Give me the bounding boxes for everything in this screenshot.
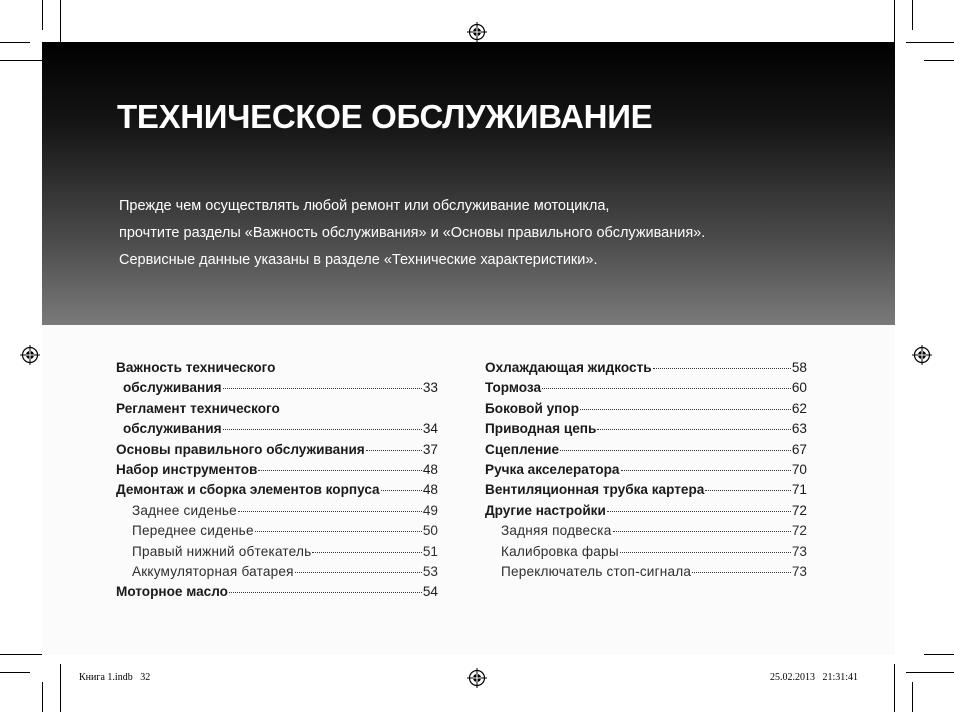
toc-leader bbox=[312, 551, 421, 553]
crop-mark bbox=[0, 42, 30, 43]
toc-entry-label: Приводная цепь bbox=[485, 421, 597, 437]
crop-mark bbox=[0, 654, 48, 655]
toc-entry-page: 58 bbox=[791, 360, 807, 375]
crop-mark bbox=[42, 682, 43, 712]
registration-mark-icon bbox=[912, 345, 932, 365]
toc-entry-label: Основы правильного обслуживания bbox=[116, 441, 365, 457]
intro-line: прочтите разделы «Важность обслуживания» и «Основы правильного обслуживания». bbox=[119, 225, 706, 241]
toc-subentry[interactable] bbox=[116, 562, 438, 582]
toc-entry[interactable] bbox=[116, 419, 438, 439]
toc-entry-page: 73 bbox=[791, 563, 807, 579]
toc-entry-page: 60 bbox=[791, 380, 807, 396]
toc-entry[interactable] bbox=[116, 440, 438, 460]
toc-subentry[interactable] bbox=[485, 562, 807, 582]
crop-mark bbox=[912, 0, 913, 30]
toc-leader bbox=[223, 428, 422, 430]
toc-leader bbox=[542, 387, 791, 389]
toc-entry[interactable] bbox=[485, 358, 807, 378]
toc-leader bbox=[381, 489, 422, 491]
toc-entry-label: Регламент технического bbox=[116, 400, 280, 416]
toc-entry-page: 54 bbox=[422, 584, 438, 600]
toc-entry-page: 67 bbox=[791, 441, 807, 457]
toc-entry-page: 37 bbox=[422, 441, 438, 457]
toc-entry-page: 48 bbox=[422, 461, 438, 477]
header-banner bbox=[42, 42, 895, 325]
toc-entry-page: 70 bbox=[791, 461, 807, 477]
toc-leader bbox=[229, 591, 422, 593]
registration-mark-icon bbox=[467, 22, 487, 42]
toc-entry-label: Демонтаж и сборка элементов корпуса bbox=[116, 482, 380, 498]
toc-entry-label: Набор инструментов bbox=[116, 461, 258, 477]
toc-entry-label: Важность технического bbox=[116, 360, 276, 375]
crop-mark bbox=[894, 0, 895, 48]
crop-mark bbox=[924, 60, 954, 61]
toc-entry-label: Аккумуляторная батарея bbox=[132, 563, 294, 579]
crop-mark bbox=[60, 664, 61, 712]
toc-subentry[interactable] bbox=[116, 542, 438, 562]
toc-leader bbox=[258, 469, 421, 471]
footer-timestamp: 25.02.2013 21:31:41 bbox=[770, 672, 859, 683]
intro-line: Сервисные данные указаны в разделе «Технические характеристики». bbox=[119, 252, 598, 268]
crop-mark bbox=[906, 672, 954, 673]
toc-entry-label: Заднее сиденье bbox=[132, 502, 237, 518]
toc-leader bbox=[295, 571, 422, 573]
toc-entry-label: Вентиляционная трубка картера bbox=[485, 482, 705, 498]
registration-mark-icon bbox=[20, 345, 40, 365]
registration-mark-icon bbox=[467, 668, 487, 688]
crop-mark bbox=[0, 60, 48, 61]
toc-entry-label: Охлаждающая жидкость bbox=[485, 360, 652, 375]
toc-entry-label: Калибровка фары bbox=[501, 543, 619, 559]
toc-subentry[interactable] bbox=[485, 542, 807, 562]
toc-leader bbox=[621, 469, 791, 471]
crop-mark bbox=[906, 42, 954, 43]
toc-entry-page: 63 bbox=[791, 421, 807, 437]
toc-entry-page: 72 bbox=[791, 523, 807, 539]
toc-leader bbox=[692, 571, 791, 573]
toc-leader bbox=[223, 387, 422, 389]
crop-mark bbox=[42, 0, 43, 30]
toc-leader bbox=[580, 408, 791, 410]
toc-entry-label: Задняя подвеска bbox=[501, 523, 612, 539]
toc-entry-label: Тормоза bbox=[485, 380, 542, 396]
toc-entry[interactable] bbox=[485, 378, 807, 398]
intro-line: Прежде чем осуществлять любой ремонт или обслуживание мотоцикла, bbox=[119, 198, 610, 214]
footer-file-info: Книга 1.indb 32 bbox=[79, 672, 151, 683]
toc-entry-label: Моторное масло bbox=[116, 584, 228, 600]
toc-leader bbox=[597, 428, 791, 430]
toc-left-column bbox=[116, 358, 438, 603]
toc-entry[interactable] bbox=[116, 378, 438, 398]
toc-entry[interactable] bbox=[485, 419, 807, 439]
crop-mark bbox=[894, 664, 895, 712]
page-title: ТЕХНИЧЕСКОЕ ОБСЛУЖИВАНИЕ bbox=[117, 98, 653, 135]
crop-mark bbox=[912, 682, 913, 712]
toc-entry-page: 53 bbox=[422, 563, 438, 579]
toc-entry-page: 33 bbox=[422, 380, 438, 396]
toc-entry[interactable] bbox=[485, 460, 807, 480]
toc-entry-label: Сцепление bbox=[485, 441, 560, 457]
toc-entry[interactable] bbox=[485, 399, 807, 419]
toc-entry[interactable] bbox=[116, 582, 438, 602]
toc-entry-label: Ручка акселератора bbox=[485, 461, 620, 477]
toc-entry-page: 34 bbox=[422, 421, 438, 437]
crop-mark bbox=[60, 0, 61, 48]
toc-leader bbox=[607, 510, 791, 512]
toc-entry-label: Правый нижний обтекатель bbox=[132, 543, 312, 559]
toc-entry-label: обслуживания bbox=[123, 421, 222, 437]
toc-entry[interactable] bbox=[485, 480, 807, 500]
toc-entry-page: 71 bbox=[791, 482, 807, 498]
toc-leader bbox=[705, 489, 791, 491]
toc-leader bbox=[366, 449, 422, 451]
toc-entry-label: Переднее сиденье bbox=[132, 523, 254, 539]
toc-leader bbox=[238, 510, 422, 512]
crop-mark bbox=[924, 654, 954, 655]
toc-entry-page: 72 bbox=[791, 502, 807, 518]
toc-leader bbox=[613, 530, 791, 532]
toc-subentry[interactable] bbox=[116, 521, 438, 541]
toc-entry-page: 49 bbox=[422, 502, 438, 518]
toc-subentry[interactable] bbox=[485, 521, 807, 541]
toc-entry[interactable] bbox=[485, 501, 807, 521]
intro-text bbox=[119, 193, 839, 274]
toc-entry[interactable] bbox=[116, 358, 438, 378]
toc-entry-page: 48 bbox=[422, 482, 438, 498]
toc-leader bbox=[255, 530, 422, 532]
toc-entry[interactable] bbox=[116, 399, 438, 419]
toc-entry-label: Переключатель стоп-сигнала bbox=[501, 563, 692, 579]
toc-leader bbox=[620, 551, 791, 553]
toc-entry-page: 73 bbox=[791, 543, 807, 559]
toc-entry-label: Другие настройки bbox=[485, 502, 606, 518]
toc-entry[interactable] bbox=[485, 440, 807, 460]
toc-entry-label: Боковой упор bbox=[485, 400, 579, 416]
toc-entry-page: 50 bbox=[422, 523, 438, 539]
toc-entry-page: 62 bbox=[791, 400, 807, 416]
toc-entry[interactable] bbox=[116, 460, 438, 480]
toc-entry[interactable] bbox=[116, 480, 438, 500]
toc-entry-label: обслуживания bbox=[123, 380, 222, 396]
toc-leader bbox=[653, 367, 791, 369]
toc-right-column bbox=[485, 358, 807, 582]
toc-subentry[interactable] bbox=[116, 501, 438, 521]
toc-leader bbox=[560, 449, 791, 451]
crop-mark bbox=[0, 672, 30, 673]
toc-entry-page: 51 bbox=[422, 543, 438, 559]
